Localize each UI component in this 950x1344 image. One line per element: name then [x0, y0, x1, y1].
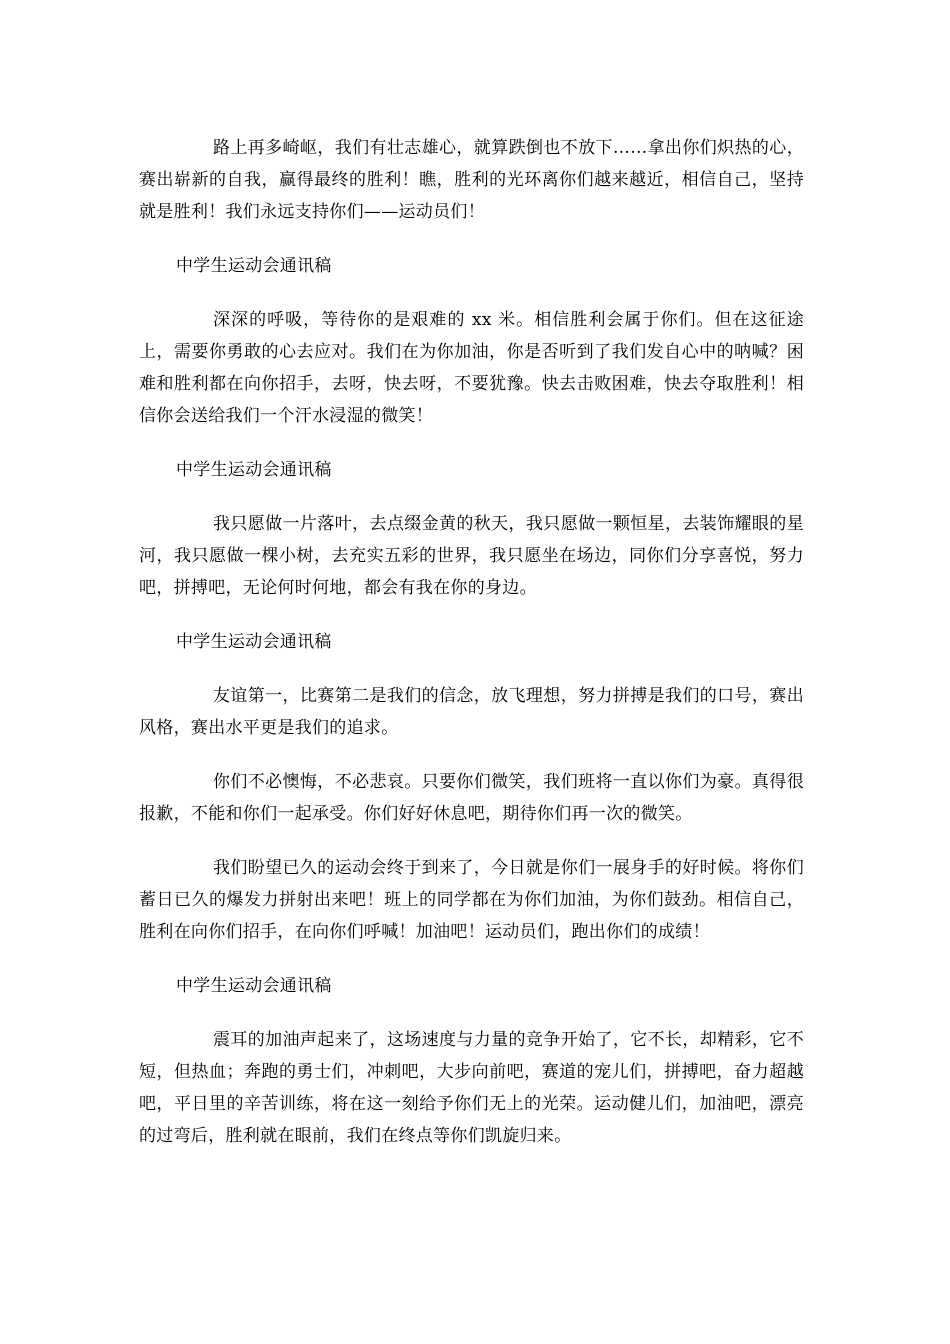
paragraph-1: 路上再多崎岖，我们有壮志雄心，就算跌倒也不放下……拿出你们炽热的心，赛出崭新的自我，赢得最终的胜利！瞧，胜利的光环离你们越来越近，相信自己，坚持就是胜利！我们永远支持你们——运动员们！ [139, 138, 804, 222]
section-heading-1: 中学生运动会通讯稿 [176, 256, 332, 276]
paragraph-3: 我只愿做一片落叶，去点缀金黄的秋天，我只愿做一颗恒星，去装饰耀眼的星河，我只愿做一棵小树，去充实五彩的世界，我只愿坐在场边，同你们分享喜悦，努力吧，拼搏吧，无论何时何地，都会有我在你的身边。 [139, 514, 804, 598]
paragraph-7: 震耳的加油声起来了，这场速度与力量的竞争开始了，它不长，却精彩，它不短，但热血；奔跑的勇士们，冲刺吧，大步向前吧，赛道的宠儿们，拼搏吧，奋力超越吧，平日里的辛苦训练，将在这一刻给予你们无上的光荣。运动健儿们，加油吧，漂亮的过弯后，胜利就在眼前，我们在终点等你们凯旋归来。 [139, 1030, 804, 1146]
paragraph-6: 我们盼望已久的运动会终于到来了，今日就是你们一展身手的好时候。将你们蓄日已久的爆发力拼射出来吧！班上的同学都在为你们加油，为你们鼓劲。相信自己，胜利在向你们招手，在向你们呼喊！加油吧！运动员们，跑出你们的成绩！ [139, 858, 804, 942]
paragraph-4: 友谊第一，比赛第二是我们的信念，放飞理想，努力拼搏是我们的口号，赛出风格，赛出水平更是我们的追求。 [139, 686, 804, 738]
document-body [139, 132, 804, 1152]
section-heading-4: 中学生运动会通讯稿 [176, 976, 332, 996]
paragraph-5: 你们不必懊悔，不必悲哀。只要你们微笑，我们班将一直以你们为豪。真得很报歉，不能和你们一起承受。你们好好休息吧，期待你们再一次的微笑。 [139, 772, 804, 824]
section-heading-2: 中学生运动会通讯稿 [176, 460, 332, 480]
paragraph-2: 深深的呼吸，等待你的是艰难的 xx 米。相信胜利会属于你们。但在这征途上，需要你勇敢的心去应对。我们在为你加油，你是否听到了我们发自心中的呐喊？困难和胜利都在向你招手，去呀，快去呀，不要犹豫。快去击败困难，快去夺取胜利！相信你会送给我们一个汗水浸湿的微笑！ [139, 310, 804, 426]
section-heading-3: 中学生运动会通讯稿 [176, 632, 332, 652]
